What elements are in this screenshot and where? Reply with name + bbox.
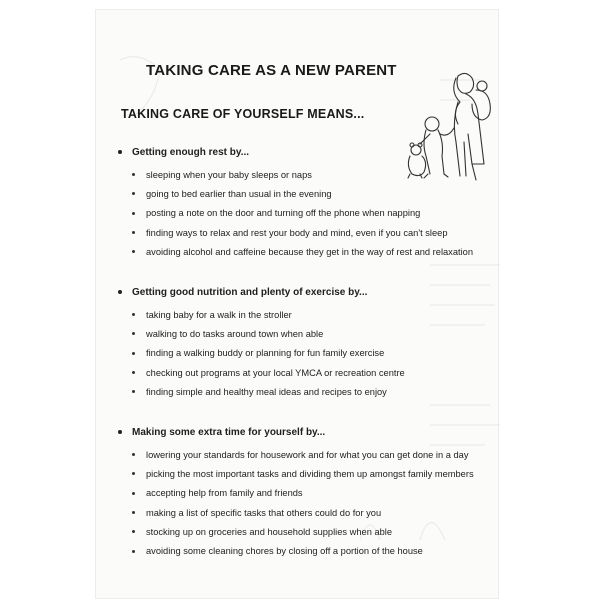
bullet-icon xyxy=(132,231,135,234)
page-title: TAKING CARE AS A NEW PARENT xyxy=(146,62,397,79)
section-heading xyxy=(118,425,474,439)
list-item: posting a note on the door and turning off the phone when napping xyxy=(118,204,473,223)
section-heading xyxy=(118,285,405,299)
section-heading-text: Getting enough rest by... xyxy=(132,146,250,158)
bullet-icon xyxy=(118,290,122,294)
list-item: finding a walking buddy or planning for fun family exercise xyxy=(118,344,405,363)
bullet-icon xyxy=(132,390,135,393)
list-item: lowering your standards for housework and for what you can get done in a day xyxy=(118,445,474,464)
bullet-icon xyxy=(132,492,135,495)
list-item: finding simple and healthy meal ideas and recipes to enjoy xyxy=(118,382,405,401)
bullet-icon xyxy=(132,192,135,195)
section-subtitle: TAKING CARE OF YOURSELF MEANS... xyxy=(121,107,365,121)
section-heading-text: Making some extra time for yourself by... xyxy=(132,426,326,438)
bullet-icon xyxy=(118,150,122,154)
list-item: making a list of specific tasks that others could do for you xyxy=(118,503,474,522)
list-item: avoiding some cleaning chores by closing off a portion of the house xyxy=(118,541,474,560)
bullet-icon xyxy=(132,511,135,514)
bullet-icon xyxy=(118,430,122,434)
list-item: going to bed earlier than usual in the evening xyxy=(118,184,473,203)
list-item: finding ways to relax and rest your body and mind, even if you can't sleep xyxy=(118,223,473,242)
list-item: avoiding alcohol and caffeine because they get in the way of rest and relaxation xyxy=(118,242,473,261)
list-item: checking out programs at your local YMCA or recreation centre xyxy=(118,363,405,382)
list-item: sleeping when your baby sleeps or naps xyxy=(118,165,473,184)
list-item: stocking up on groceries and household supplies when able xyxy=(118,522,474,541)
bullet-icon xyxy=(132,313,135,316)
list-item: taking baby for a walk in the stroller xyxy=(118,305,405,324)
bullet-list xyxy=(118,165,473,261)
bullet-icon xyxy=(132,250,135,253)
bullet-icon xyxy=(132,453,135,456)
bullet-icon xyxy=(132,212,135,215)
bullet-icon xyxy=(132,332,135,335)
bullet-list xyxy=(118,305,405,401)
bullet-icon xyxy=(132,550,135,553)
bullet-icon xyxy=(132,530,135,533)
bullet-icon xyxy=(132,173,135,176)
section-nutrition xyxy=(118,285,405,401)
bullet-icon xyxy=(132,352,135,355)
list-item: picking the most important tasks and dividing them up amongst family members xyxy=(118,464,474,483)
bullet-icon xyxy=(132,472,135,475)
section-extra-time xyxy=(118,425,474,561)
list-item: accepting help from family and friends xyxy=(118,484,474,503)
list-item: walking to do tasks around town when able xyxy=(118,324,405,343)
section-heading xyxy=(118,145,473,159)
section-rest xyxy=(118,145,473,261)
section-heading-text: Getting good nutrition and plenty of exercise by... xyxy=(132,286,368,298)
bullet-list xyxy=(118,445,474,561)
bullet-icon xyxy=(132,371,135,374)
